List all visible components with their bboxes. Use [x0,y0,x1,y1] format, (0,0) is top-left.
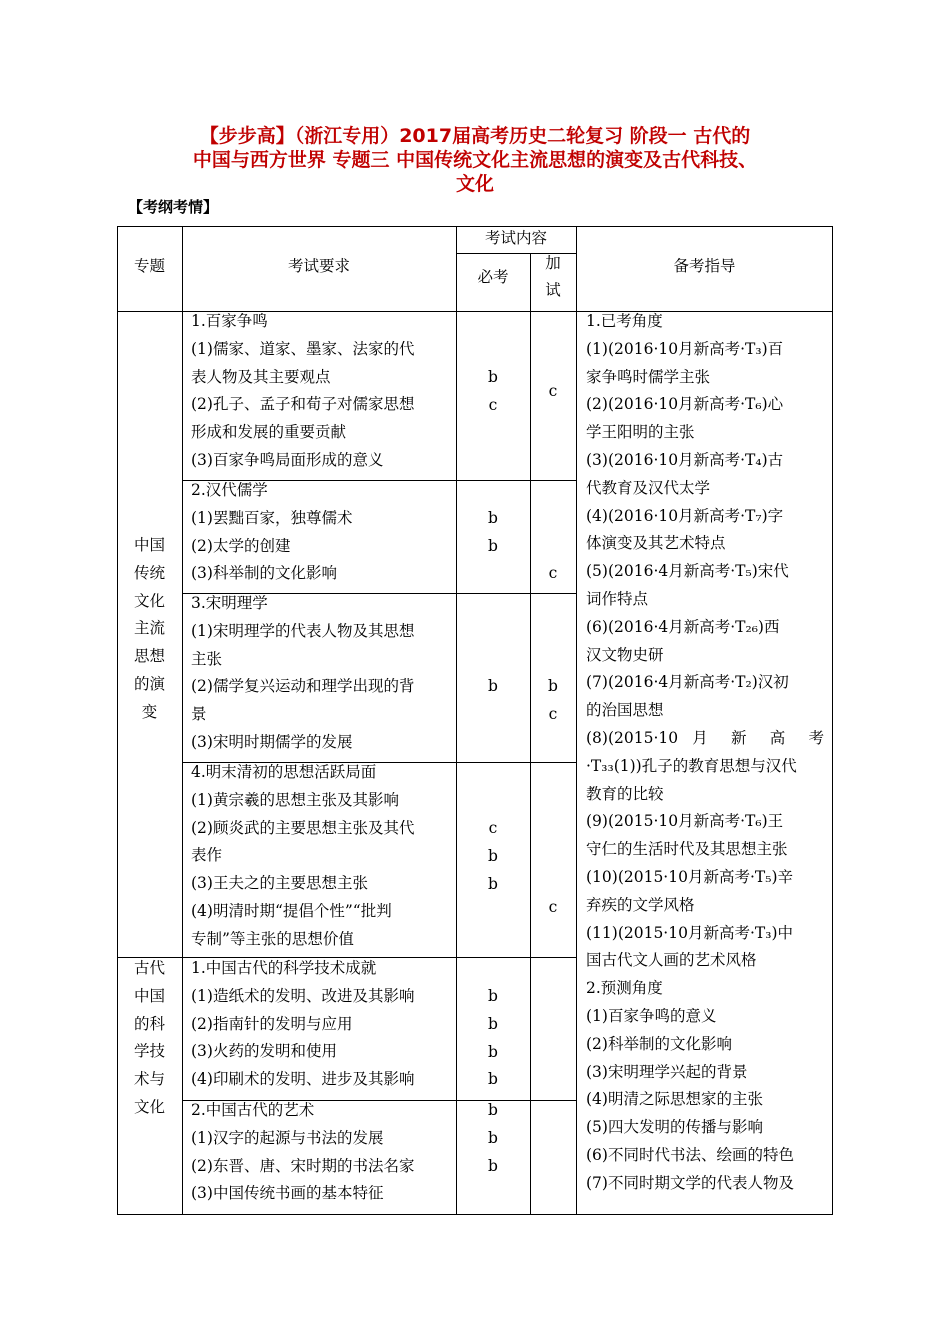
header-extra-1: 加 [545,254,561,272]
header-content: 考试内容 [484,229,547,247]
requirements-block-5: 1.中国古代的科学技术成就 (1)造纸术的发明、改进及其影响 (2)指南针的发明与应用 (3)火药的发明和使用 (4)印刷术的发明、进步及其影响 [191,959,415,1089]
header-required: 必考 [477,268,509,286]
requirements-block-1: 1.百家争鸣 (1)儒家、道家、墨家、法家的代 表人物及其主要观点 (2)孔子、孟子和荀子对儒家思想 形成和发展的重要贡献 (3)百家争鸣局面形成的意义 [191,312,415,469]
requirements-block-6: 2.中国古代的艺术 (1)汉字的起源与书法的发展 (2)东晋、唐、宋时期的书法名家 (3)中国传统书画的基本特征 [191,1101,415,1203]
extra-block-3: b c [548,677,558,723]
title-line-3: 文化 [455,173,494,195]
required-block-1: b c [488,368,498,414]
section-label: 【考纲考情】 [128,198,219,216]
required-block-6: b b b [488,1101,498,1175]
extra-block-4: c [548,898,558,916]
topic-traditional-thought: 中国 传统 文化 主流 思想 的演 变 [133,536,165,721]
required-block-4: c b b [488,819,498,893]
requirements-block-2: 2.汉代儒学 (1)罢黜百家，独尊儒术 (2)太学的创建 (3)科举制的文化影响 [191,481,353,583]
required-block-5: b b b b [488,987,498,1089]
document-title [110,124,840,196]
title-line-2: 中国与西方世界 专题三 中国传统文化主流思想的演变及古代科技、 [192,149,758,171]
header-guide: 备考指导 [673,257,736,275]
extra-block-2: c [548,564,558,582]
requirements-block-3: 3.宋明理学 (1)宋明理学的代表人物及其思想 主张 (2)儒学复兴运动和理学出现的背 景 (3)宋明时期儒学的发展 [191,594,415,751]
header-extra-2: 试 [545,281,561,299]
title-line-1: 【步步高】（浙江专用）2017届高考历史二轮复习 阶段一 古代的 [199,125,751,147]
guide-text: 1.已考角度 (1)(2016·10月新高考·T₃)百 家争鸣时儒学主张 (2)(2016·10月新高考·T₆)心 学王阳明的主张 (3)(2016·10月新高考·T₄)古 代教育及汉代太学 (4)(2016·10月新高考·T₇)字 体演变及其艺术特点 (5)(2016·4月新高考·T₅)宋代 词作特点 (6)(2016·4月新高考·T₂₆)西 汉文物史研 (7)(2016·4月新高考·T₂)汉初 的治国思想 (8)(2015·10 月 新 高 考 ·T₃₃(1))孔子的教育思想与汉代 教育的比较 (9)(2015·10月新高考·T₆)王 守仁的生活时代及其思想主张 (10)(2015·10月新高考·T₅)辛 弃疾的文学风格 (11)(2015·10月新高考·T₃)中 国古代文人画的艺术风格 2.预测角度 (1)百家争鸣的意义 (2)科举制的文化影响 (3)宋明理学兴起的背景 (4)明清之际思想家的主张 (5)四大发明的传播与影响 (6)不同时代书法、绘画的特色 (7)不同时期文学的代表人物及 [586,312,824,1192]
required-block-3: b [488,677,498,695]
header-requirements: 考试要求 [287,257,350,275]
extra-block-1: c [548,382,558,400]
requirements-block-4: 4.明末清初的思想活跃局面 (1)黄宗羲的思想主张及其影响 (2)顾炎武的主要思想主张及其代 表作 (3)王夫之的主要思想主张 (4)明清时期“提倡个性”“批判 专制”等主张的思想价值 [191,763,415,948]
header-topic: 专题 [133,257,165,275]
required-block-2: b b [488,509,498,555]
topic-ancient-science-culture: 古代 中国 的科 学技 术与 文化 [133,959,165,1116]
